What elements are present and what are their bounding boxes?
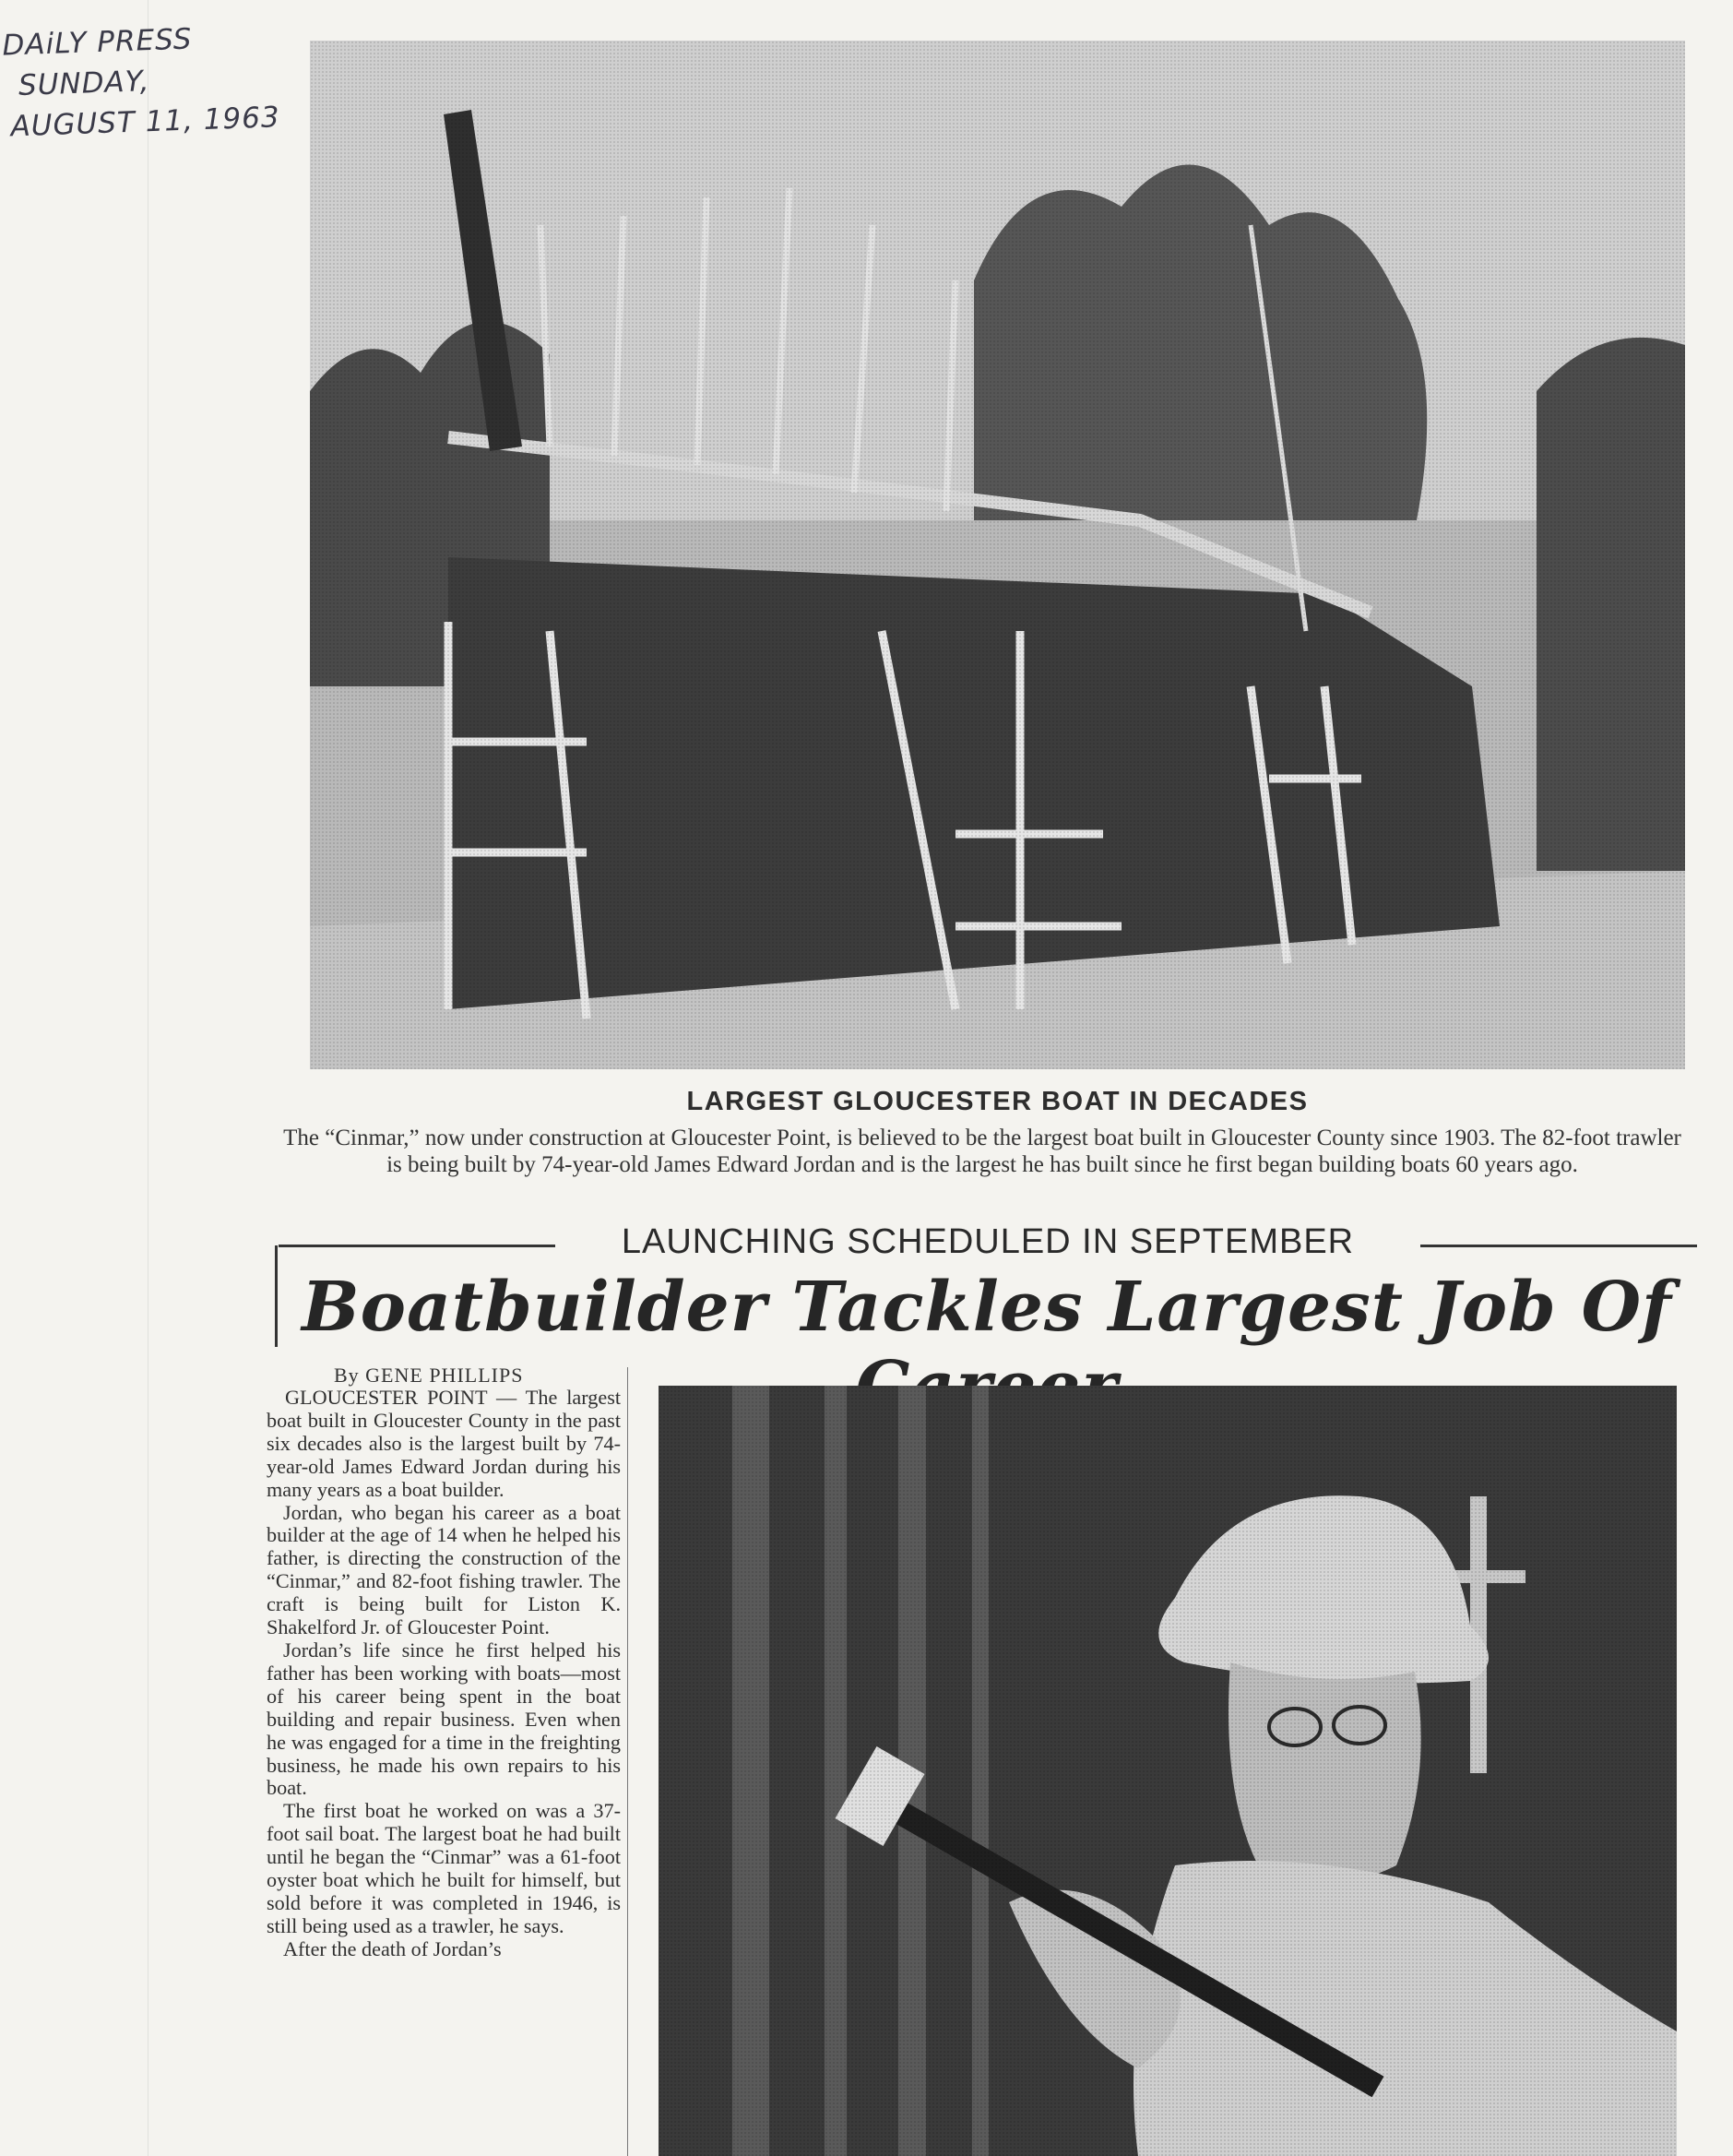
kicker-headline: LAUNCHING SCHEDULED IN SEPTEMBER xyxy=(621,1222,1355,1261)
boatbuilder-portrait-photo xyxy=(659,1386,1677,2156)
article-body-column xyxy=(267,1387,621,1961)
boatbuilder-illustration xyxy=(659,1386,1677,2156)
photo-caption-heading: LARGEST GLOUCESTER BOAT IN DECADES xyxy=(686,1087,1309,1116)
kicker-row xyxy=(275,1222,1697,1265)
handwritten-line-publication: DAiLY PRESS xyxy=(1,22,193,63)
article-paragraph: Jordan, who began his career as a boat builder at the age of 14 when he helped his father, is directing the construction of the “Cinmar,” and 82-foot fishing trawler. The craft is being built for Liston K. Shakelford Jr. of Gloucester Point. xyxy=(267,1500,621,1639)
kicker-rule-left xyxy=(279,1245,555,1247)
article-byline: By GENE PHILLIPS xyxy=(334,1364,524,1387)
kicker-rule-right xyxy=(1420,1245,1697,1247)
column-divider xyxy=(627,1367,628,2156)
boat-construction-illustration xyxy=(310,41,1685,1069)
article-paragraph: Jordan’s life since he first helped his father has been working with boats—most of his career being spent in the boat building and repair business. Even when he was engaged for a time in the freighting business, he made his own repairs to his boat. xyxy=(267,1638,621,1800)
article-paragraph: After the death of Jordan’s xyxy=(283,1936,502,1960)
article-headline: Boatbuilder Tackles Largest Job Of xyxy=(302,1268,1672,1347)
handwritten-line-day: SUNDAY, xyxy=(18,65,151,103)
boat-construction-photo xyxy=(310,41,1685,1069)
photo-caption-text: The “Cinmar,” now under construction at Gloucester Point, is believed to be the largest boat built in Gloucester County since 1903. The 82-foot trawler is being built by 74-year-old James Edward Jordan and is the largest he has built since he first began building boats 60 years ago. xyxy=(283,1126,1681,1177)
handwritten-date-note xyxy=(2,15,301,147)
headline-box-rule xyxy=(275,1245,278,1347)
article-paragraph: The first boat he worked on was a 37-foot sail boat. The largest boat he had built until he began the “Cinmar” was a 61-foot oyster boat which he built for himself, but sold before it was completed in 1946, is still being used as a trawler, he says. xyxy=(267,1799,621,1937)
article-paragraph: GLOUCESTER POINT — The largest boat built in Gloucester County in the past six decades also is the largest built by 74-year-old James Edward Jordan during his many years as a boat builder. xyxy=(267,1386,621,1501)
handwritten-line-date: AUGUST 11, 1963 xyxy=(10,101,281,144)
